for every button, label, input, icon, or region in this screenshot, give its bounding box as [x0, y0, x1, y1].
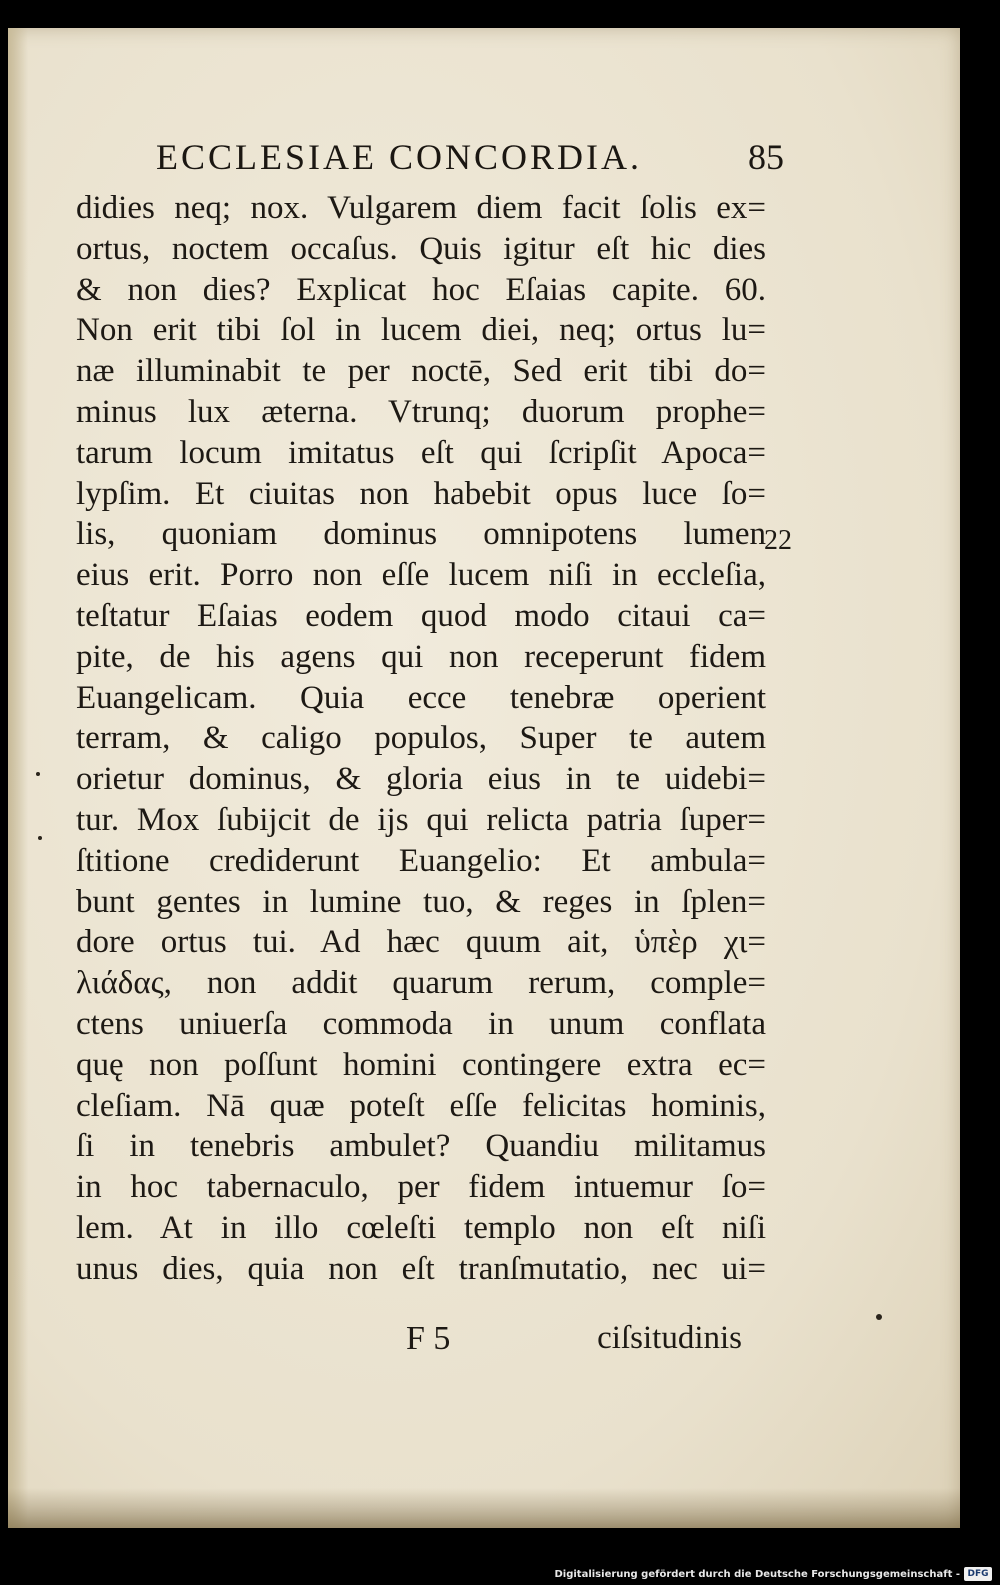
text-line: ortus, noctem occaſus. Quis igitur eſt hic dies	[76, 230, 766, 267]
text-line: & non dies? Explicat hoc Eſaias capite. 60.	[76, 271, 766, 308]
ink-speck	[876, 1314, 882, 1320]
text-line: eius erit. Porro non eſſe lucem niſi in eccleſia,	[76, 557, 766, 594]
text-line: næ illuminabit te per noctē, Sed erit tibi do=	[76, 353, 766, 390]
text-line: terram, & caligo populos, Super te autem	[76, 720, 766, 757]
margin-note: 22	[764, 525, 792, 556]
text-line: dore ortus tui. Ad hæc quum ait, ὑπὲρ χι=	[76, 924, 766, 961]
text-line: bunt gentes in lumine tuo, & reges in ſplen=	[76, 883, 766, 920]
text-line: Euangelicam. Quia ecce tenebræ operient	[76, 679, 766, 716]
text-line: ſtitione crediderunt Euangelio: Et ambula=	[76, 842, 766, 879]
running-head	[156, 136, 796, 186]
signature-mark: F 5	[406, 1320, 451, 1357]
page-footer	[76, 1320, 766, 1364]
page-shadow	[8, 1488, 960, 1528]
text-line: lem. At in illo cœleſti templo non eſt niſi	[76, 1209, 766, 1246]
text-line: quę non poſſunt homini contingere extra ec=	[76, 1046, 766, 1083]
running-title: ECCLESIAE CONCORDIA.	[156, 137, 643, 177]
text-line: unus dies, quia non eſt tranſmutatio, nec ui=	[76, 1250, 766, 1287]
text-line: in hoc tabernaculo, per fidem intuemur ſo=	[76, 1169, 766, 1206]
text-line: lypſim. Et ciuitas non habebit opus luce ſo=	[76, 475, 766, 512]
ink-speck	[36, 772, 40, 776]
text-line: didies neq; nox. Vulgarem diem facit ſolis ex=	[76, 190, 766, 226]
text-line: tarum locum imitatus eſt qui ſcripſit Apoca=	[76, 434, 766, 471]
page-edge	[8, 28, 28, 1528]
catchword: ciſsitudinis	[597, 1320, 742, 1356]
text-line: teſtatur Eſaias eodem quod modo citaui ca=	[76, 597, 766, 634]
text-line: orietur dominus, & gloria eius in te uidebi=	[76, 761, 766, 798]
text-line: lis, quoniam dominus omnipotens lumen	[76, 516, 766, 553]
page-number: 85	[748, 137, 784, 177]
text-line: minus lux æterna. Vtrunq; duorum prophe=	[76, 393, 766, 430]
attribution-text: Digitalisierung gefördert durch die Deutsche Forschungsgemeinschaft -	[554, 1568, 960, 1580]
body-text	[76, 188, 766, 1290]
text-line: tur. Mox ſubijcit de ijs qui relicta patria ſuper=	[76, 801, 766, 838]
book-page	[8, 28, 960, 1528]
ink-speck	[38, 836, 42, 840]
text-line: pite, de his agens qui non receperunt fidem	[76, 638, 766, 675]
text-line: Non erit tibi ſol in lucem diei, neq; ortus lu=	[76, 312, 766, 349]
funding-attribution	[554, 1567, 992, 1581]
text-line: cleſiam. Nā quæ poteſt eſſe felicitas hominis,	[76, 1087, 766, 1124]
text-line: ſi in tenebris ambulet? Quandiu militamus	[76, 1128, 766, 1165]
text-line: λιάδας, non addit quarum rerum, comple=	[76, 965, 766, 1002]
text-line: ctens uniuerſa commoda in unum conflata	[76, 1005, 766, 1042]
dfg-logo-icon: DFG	[964, 1567, 992, 1581]
